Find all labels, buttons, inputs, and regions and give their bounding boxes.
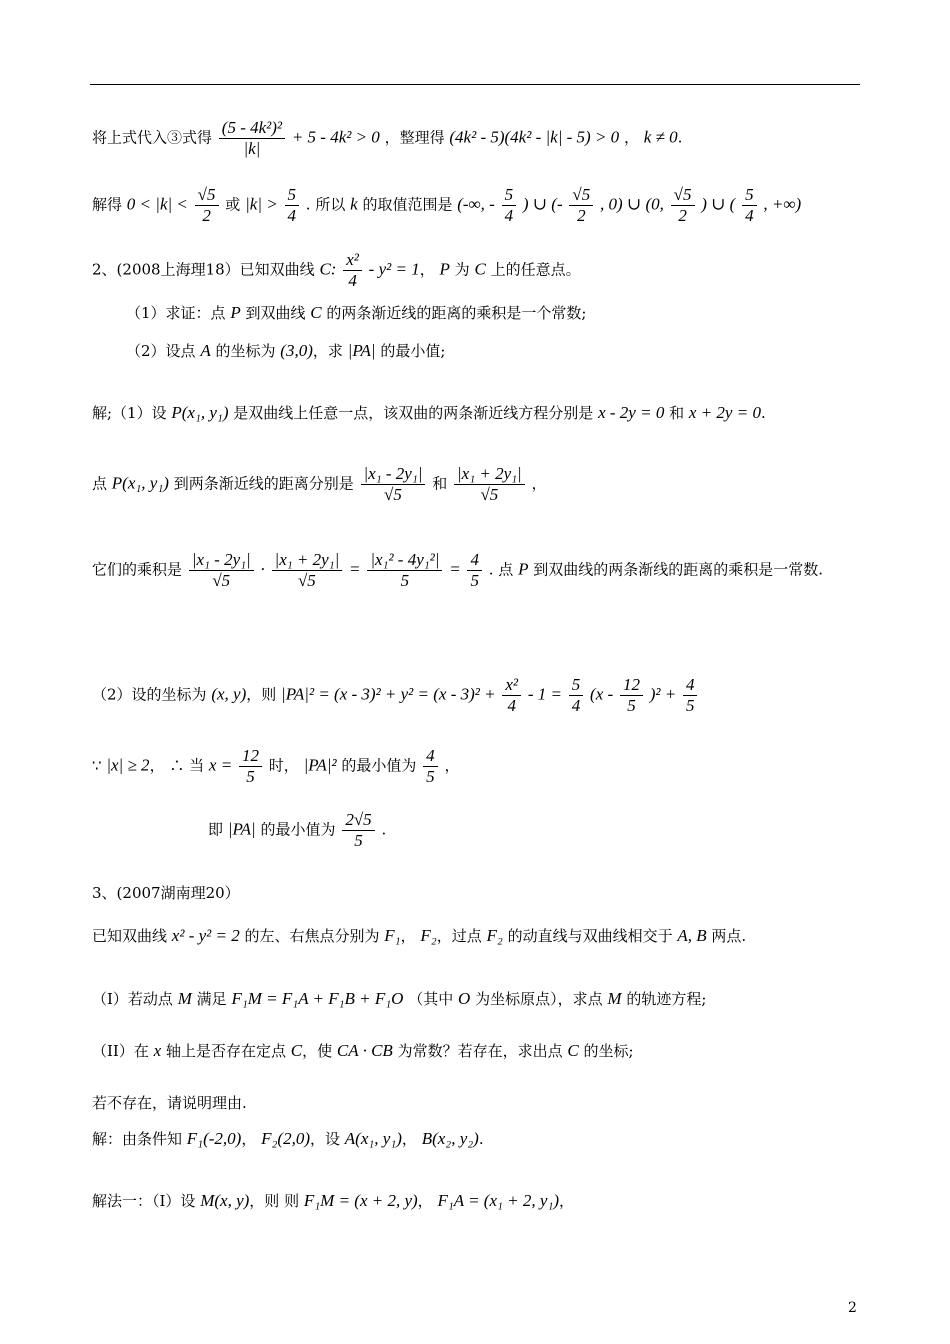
fraction: $\frac{\text{x²}}{4}$	[343, 250, 362, 291]
text: （II）在	[92, 1042, 149, 1060]
math: (-∞, -	[457, 194, 495, 214]
math: - 1 =	[527, 684, 562, 704]
text: ∴ 当	[169, 756, 205, 775]
line-8	[92, 550, 823, 591]
text: 将上式代入③式得	[92, 128, 213, 147]
text: 或	[225, 195, 241, 214]
math: CA · CB	[336, 1041, 393, 1060]
fraction: $\frac{\text{|x₁ + 2y₁|}}{√5}$	[454, 464, 525, 505]
line-6	[92, 402, 766, 424]
math: C	[290, 1041, 303, 1060]
text: （2）设的坐标为	[92, 685, 207, 704]
text: ，	[623, 128, 639, 147]
math: F₁M = (x + 2, y)	[303, 1191, 418, 1210]
math: ) ∪ (-	[522, 194, 563, 214]
text: .	[760, 404, 766, 422]
math: F₂(2,0)	[261, 1129, 310, 1148]
text: ，整理得	[384, 128, 445, 147]
math: O	[458, 989, 471, 1008]
math: ·	[260, 559, 265, 579]
math: A	[200, 341, 211, 360]
math: M	[177, 989, 192, 1008]
math: x =	[208, 755, 233, 775]
text: ，	[401, 1130, 417, 1148]
line-11	[208, 810, 386, 851]
math: |PA|	[347, 341, 376, 360]
math: =	[449, 559, 461, 579]
text: 解：由条件知	[92, 1130, 183, 1148]
fraction: $\frac{5}{4}$	[502, 185, 517, 226]
line-9	[92, 675, 699, 716]
line-16	[92, 1092, 247, 1114]
text: 为	[454, 260, 470, 279]
line-17	[92, 1128, 484, 1150]
header-rule	[90, 84, 860, 85]
math: , 0) ∪ (0,	[600, 194, 664, 214]
line-7	[92, 464, 547, 505]
line-1	[92, 118, 682, 159]
text: 时，	[268, 756, 299, 775]
math: C	[310, 303, 322, 322]
fraction: $\frac{4}{5}$	[467, 550, 482, 591]
text: 解法一：（I）设	[92, 1192, 196, 1210]
math: |PA|²	[303, 755, 337, 775]
text: ，	[241, 1130, 257, 1148]
text: 即	[208, 820, 224, 839]
text: 为常数？若存在，求出点	[397, 1042, 563, 1060]
math: (3,0)	[280, 341, 313, 360]
text: 点	[92, 474, 108, 493]
math: x + 2y = 0	[688, 403, 761, 422]
line-5	[126, 340, 445, 362]
fraction: $\frac{4}{5}$	[683, 675, 698, 716]
fraction: $\frac{5}{4}$	[285, 185, 300, 226]
fraction: $\frac{\text{x²}}{4}$	[502, 675, 521, 716]
math: ) ∪ (	[701, 194, 736, 214]
math: |x| ≥ 2	[106, 755, 150, 775]
text: 的动直线与双曲线相交于	[507, 927, 673, 945]
text: 的坐标;	[583, 1042, 634, 1060]
text: ，则	[246, 685, 277, 704]
fraction: $\frac{5}{4}$	[742, 185, 757, 226]
text: . 所以	[305, 195, 346, 214]
math: B(x₂, y₂)	[421, 1129, 479, 1148]
text: 到双曲线	[245, 304, 306, 322]
math: 0 < |k| <	[126, 194, 188, 214]
math: A(x₁, y₁)	[344, 1129, 402, 1148]
math: C	[567, 1041, 579, 1060]
math: F₁M = F₁A + F₁B + F₁O	[231, 989, 404, 1008]
math: (x -	[590, 684, 614, 704]
text: 的两条渐近线的距离的乘积是一个常数;	[326, 304, 587, 322]
math: x² - y² = 2	[171, 926, 240, 945]
math: (x, y)	[211, 684, 247, 704]
line-3	[92, 250, 581, 291]
text: 的坐标为	[215, 342, 276, 360]
fraction: $\frac{\text{|x₁ - 2y₁|}}{√5}$	[189, 550, 254, 591]
text: ，	[400, 927, 416, 945]
line-10	[92, 746, 459, 787]
page-number: 2	[848, 1300, 857, 1316]
math: |k| >	[245, 194, 278, 214]
text: 它们的乘积是	[92, 560, 183, 579]
math: x	[153, 1041, 162, 1060]
fraction: $\frac{√5}{2}$	[671, 185, 695, 226]
text: 若不存在，请说明理由.	[92, 1094, 247, 1112]
text: 3、(2007湖南理20）	[92, 884, 240, 902]
math: - y² = 1	[368, 259, 420, 279]
text: ，	[444, 756, 460, 775]
text: （2）设点	[126, 342, 196, 360]
text: （其中	[408, 990, 454, 1008]
math: P(x₁, y₁)	[111, 473, 169, 493]
text: ，设	[310, 1130, 341, 1148]
math: F₂	[486, 926, 503, 945]
line-15	[92, 1040, 634, 1062]
line-18	[92, 1190, 574, 1212]
text: ，则 则	[249, 1192, 300, 1210]
text: 是双曲线上任意一点，该双曲的两条渐近线方程分别是	[233, 404, 594, 422]
text: 的最小值为	[260, 820, 336, 839]
math: F₁(-2,0)	[186, 1129, 242, 1148]
text: 解;（1）设	[92, 404, 167, 422]
math: F₂	[420, 926, 437, 945]
text: ，	[417, 1192, 433, 1210]
math: P	[230, 303, 241, 322]
math: P	[439, 259, 450, 279]
fraction: $\frac{2√5}{5}$	[342, 810, 374, 851]
text: ∵	[92, 756, 102, 775]
math: P(x₁, y₁)	[171, 403, 229, 422]
math: x - 2y = 0	[598, 403, 665, 422]
text: 满足	[196, 990, 227, 1008]
text: 2、(2008上海理18）已知双曲线	[92, 260, 315, 279]
math: F₁	[384, 926, 401, 945]
text: ，	[419, 260, 435, 279]
math: F₁A = (x₁ + 2, y₁)	[437, 1191, 560, 1210]
fraction: $\frac{\text{(5 - 4k²)²}}{|k|}$	[219, 118, 285, 159]
text: 的取值范围是	[362, 195, 453, 214]
math: )² +	[649, 684, 677, 704]
fraction: $\frac{√5}{2}$	[569, 185, 593, 226]
math: A, B	[677, 926, 707, 945]
line-2	[92, 185, 801, 226]
text: （1）求证：点	[126, 304, 226, 322]
math: C	[474, 259, 486, 279]
text: .	[381, 820, 387, 839]
text: .	[478, 1130, 484, 1148]
fraction: $\frac{√5}{2}$	[195, 185, 219, 226]
math: |PA|² = (x - 3)² + y² = (x - 3)² +	[281, 684, 496, 704]
text: 为坐标原点），求点	[475, 990, 603, 1008]
line-14	[92, 988, 706, 1010]
text: 已知双曲线	[92, 927, 168, 945]
line-4	[126, 302, 586, 324]
fraction: $\frac{\text{|x₁² - 4y₁²|}}{5}$	[367, 550, 442, 591]
text: ，过点	[436, 927, 482, 945]
text: 到两条渐近线的距离分别是	[173, 474, 354, 493]
fraction: $\frac{\text{|x₁ - 2y₁|}}{√5}$	[361, 464, 426, 505]
text: 解得	[92, 195, 123, 214]
math: M(x, y)	[200, 1191, 250, 1210]
text: ，求	[312, 342, 343, 360]
fraction: $\frac{4}{5}$	[423, 746, 438, 787]
text: 和	[669, 404, 685, 422]
text: 到双曲线的两条渐线的距离的乘积是一常数.	[533, 560, 824, 579]
text: 的轨迹方程;	[626, 990, 707, 1008]
line-13	[92, 925, 746, 947]
text: 上的任意点。	[490, 260, 581, 279]
math: =	[349, 559, 361, 579]
text: . 点	[488, 560, 514, 579]
math: + 5 - 4k² > 0	[291, 127, 380, 147]
text: 的最小值;	[380, 342, 446, 360]
math: P	[518, 559, 529, 579]
text: 轴上是否存在定点	[165, 1042, 286, 1060]
math: C:	[319, 259, 337, 279]
text: 的最小值为	[341, 756, 417, 775]
math: , +∞)	[763, 194, 802, 214]
text: ，	[149, 756, 165, 775]
fraction: $\frac{12}{5}$	[239, 746, 262, 787]
text: ，使	[302, 1042, 333, 1060]
line-12	[92, 882, 240, 904]
text: （I）若动点	[92, 990, 173, 1008]
text: 的左、右焦点分别为	[244, 927, 380, 945]
math: M	[607, 989, 622, 1008]
text: ，	[531, 474, 547, 493]
fraction: $\frac{5}{4}$	[569, 675, 584, 716]
text: .	[677, 128, 683, 147]
text: 两点.	[711, 927, 747, 945]
math: |PA|	[227, 819, 256, 839]
math: (4k² - 5)(4k² - |k| - 5) > 0	[449, 127, 620, 147]
text: ，	[559, 1192, 575, 1210]
fraction: $\frac{12}{5}$	[620, 675, 643, 716]
math: k ≠ 0	[643, 127, 678, 147]
math: k	[350, 194, 358, 214]
text: 和	[432, 474, 448, 493]
fraction: $\frac{\text{|x₁ + 2y₁|}}{√5}$	[272, 550, 343, 591]
